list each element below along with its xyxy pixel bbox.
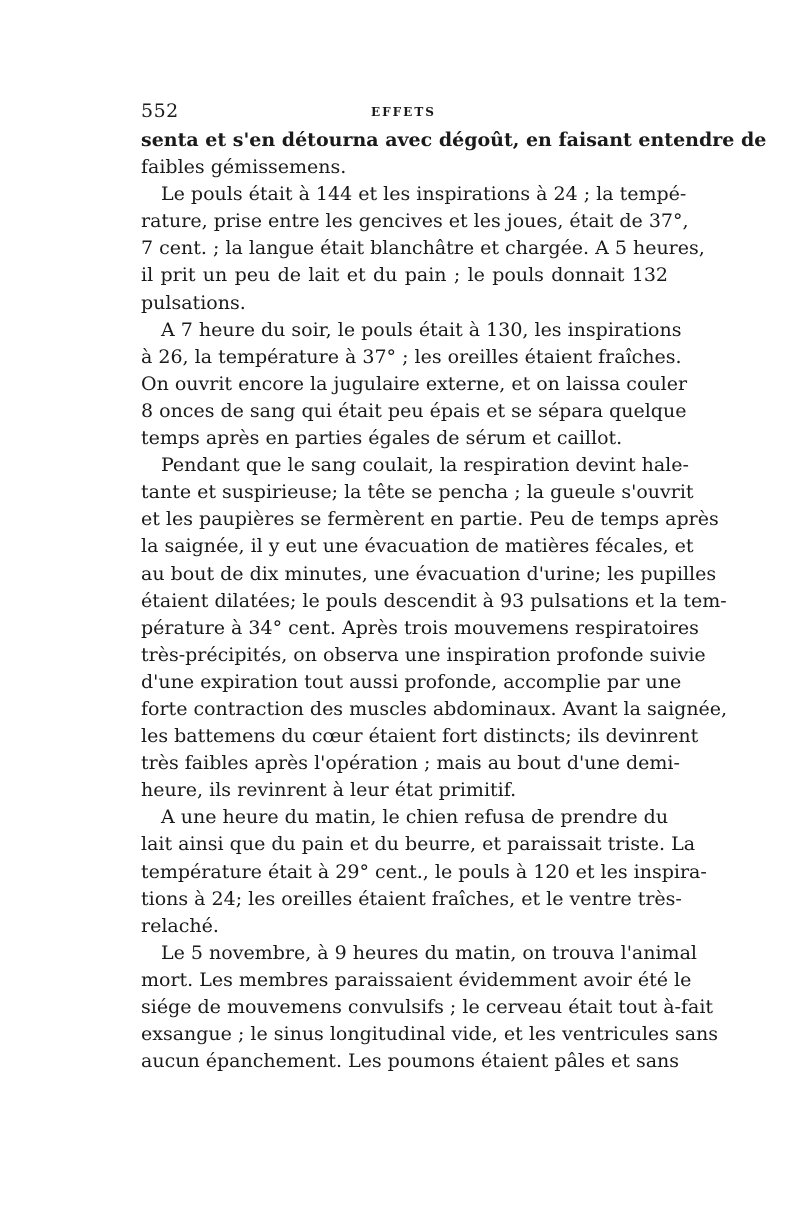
text-line-30: relaché. [141, 914, 219, 937]
text-line-23: les battemens du cœur étaient fort distincts; ils devinrent [141, 725, 699, 748]
text-line-29: tions à 24; les oreilles étaient fraîches, et le ventre très- [141, 887, 682, 910]
text-line-16: la saignée, il y eut une évacuation de matières fécales, et [141, 535, 694, 558]
text-line-1: senta et s'en détourna avec dégoût, en faisant entendre de [141, 129, 767, 151]
text-line-21: d'une expiration tout aussi profonde, accomplie par une [141, 670, 682, 693]
text-line-25: heure, ils revinrent à leur état primitif. [141, 779, 517, 802]
text-line-3: Le pouls était à 144 et les inspirations à 24 ; la tempé- [161, 183, 687, 206]
text-line-6: il prit un peu de lait et du pain ; le pouls donnait 132 [141, 264, 668, 287]
page-number: 552 [141, 100, 179, 122]
text-line-22: forte contraction des muscles abdominaux. Avant la saignée, [141, 697, 728, 720]
text-line-10: On ouvrit encore la jugulaire externe, et on laissa couler [141, 372, 688, 395]
text-line-8: A 7 heure du soir, le pouls était à 130, les inspirations [161, 318, 682, 341]
text-line-15: et les paupières se fermèrent en partie. Peu de temps après [141, 508, 719, 531]
text-line-31: Le 5 novembre, à 9 heures du matin, on trouva l'animal [161, 941, 697, 964]
text-line-19: pérature à 34° cent. Après trois mouvemens respiratoires [141, 616, 699, 639]
text-line-26: A une heure du matin, le chien refusa de prendre du [161, 806, 669, 829]
text-line-34: exsangue ; le sinus longitudinal vide, et les ventricules sans [141, 1023, 719, 1046]
text-line-18: étaient dilatées; le pouls descendit à 93 pulsations et la tem- [141, 589, 727, 612]
body-text [141, 127, 767, 1075]
text-line-14: tante et suspirieuse; la tête se pencha ; la gueule s'ouvrit [141, 481, 694, 504]
text-line-27: lait ainsi que du pain et du beurre, et paraissait triste. La [141, 833, 696, 856]
text-line-7: pulsations. [141, 291, 246, 314]
text-line-11: 8 onces de sang qui était peu épais et se sépara quelque [141, 399, 687, 422]
running-title: EFFETS [371, 105, 436, 119]
text-line-28: température était à 29° cent., le pouls à 120 et les inspira- [141, 860, 707, 883]
text-line-13: Pendant que le sang coulait, la respiration devint hale- [161, 454, 689, 477]
text-line-5: 7 cent. ; la langue était blanchâtre et chargée. A 5 heures, [141, 237, 705, 260]
text-line-32: mort. Les membres paraissaient évidemment avoir été le [141, 968, 692, 991]
text-line-17: au bout de dix minutes, une évacuation d'urine; les pupilles [141, 562, 717, 585]
text-line-12: temps après en parties égales de sérum et caillot. [141, 427, 623, 450]
text-line-2: faibles gémissemens. [141, 156, 347, 179]
text-line-24: très faibles après l'opération ; mais au bout d'une demi- [141, 752, 680, 775]
text-line-9: à 26, la température à 37° ; les oreilles étaient fraîches. [141, 345, 682, 368]
text-line-4: rature, prise entre les gencives et les joues, était de 37°, [141, 210, 689, 233]
text-line-20: très-précipités, on observa une inspiration profonde suivie [141, 643, 706, 666]
running-head [141, 100, 661, 124]
text-line-35: aucun épanchement. Les poumons étaient pâles et sans [141, 1050, 680, 1073]
text-line-33: siége de mouvemens convulsifs ; le cerveau était tout à-fait [141, 996, 714, 1018]
